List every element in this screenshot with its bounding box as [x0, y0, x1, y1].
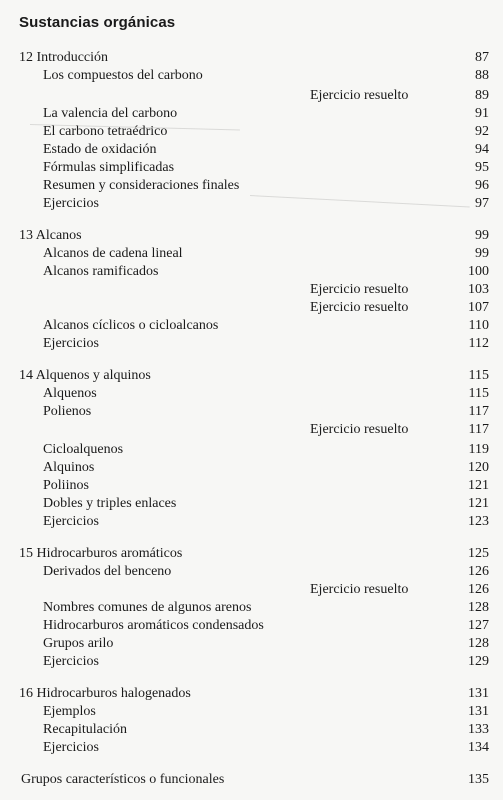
- entry-label: Alcanos cíclicos o cicloalcanos: [43, 318, 219, 333]
- entry-page-number: 119: [468, 442, 489, 457]
- entry-page-number: 87: [475, 50, 489, 65]
- entry-label: Estado de oxidación: [43, 142, 157, 157]
- entry-label: 16 Hidrocarburos halogenados: [19, 686, 191, 701]
- entry-label: Resumen y consideraciones finales: [43, 178, 240, 193]
- entry-page-number: 126: [468, 564, 489, 579]
- entry-label: Ejercicio resuelto: [310, 282, 409, 297]
- section-entry: [0, 563, 503, 580]
- section-entry: [0, 335, 503, 352]
- entry-label: Dobles y triples enlaces: [43, 496, 177, 511]
- entry-label: Ejercicios: [43, 196, 99, 211]
- entry-page-number: 133: [468, 722, 489, 737]
- entry-label: Ejercicios: [43, 336, 99, 351]
- entry-label: Poliinos: [43, 478, 89, 493]
- entry-page-number: 95: [475, 160, 489, 175]
- entry-label: Ejercicio resuelto: [310, 422, 409, 437]
- entry-page-number: 135: [468, 772, 489, 787]
- entry-label: La valencia del carbono: [43, 106, 178, 121]
- section-entry: [0, 635, 503, 652]
- section-entry: [0, 159, 503, 176]
- exercise-entry: [0, 299, 503, 316]
- entry-label: Ejemplos: [43, 704, 96, 719]
- entry-page-number: 100: [468, 264, 489, 279]
- chapter-entry: [0, 545, 503, 562]
- entry-label: 13 Alcanos: [19, 228, 82, 243]
- entry-label: 15 Hidrocarburos aromáticos: [19, 546, 183, 561]
- chapter-entry: [0, 227, 503, 244]
- chapter-entry: [0, 685, 503, 702]
- entry-label: Los compuestos del carbono: [43, 68, 203, 83]
- entry-page-number: 96: [475, 178, 489, 193]
- section-entry: [0, 177, 503, 194]
- exercise-entry: [0, 421, 503, 438]
- section-entry: [0, 477, 503, 494]
- entry-label: Ejercicio resuelto: [310, 582, 409, 597]
- section-entry: [0, 617, 503, 634]
- entry-label: Grupos arilo: [43, 636, 114, 651]
- entry-label: Alcanos ramificados: [43, 264, 159, 279]
- exercise-entry: [0, 87, 503, 104]
- entry-page-number: 120: [468, 460, 489, 475]
- section-entry: [0, 263, 503, 280]
- entry-page-number: 131: [468, 686, 489, 701]
- entry-label: Cicloalquenos: [43, 442, 124, 457]
- entry-page-number: 94: [475, 142, 489, 157]
- chapter-entry: [0, 49, 503, 66]
- entry-page-number: 115: [468, 368, 489, 383]
- appendix-entry: [0, 771, 503, 788]
- section-entry: [0, 703, 503, 720]
- entry-label: Alquinos: [43, 460, 95, 475]
- entry-page-number: 97: [475, 196, 489, 211]
- entry-page-number: 110: [468, 318, 489, 333]
- section-entry: [0, 245, 503, 262]
- section-entry: [0, 441, 503, 458]
- entry-page-number: 123: [468, 514, 489, 529]
- entry-page-number: 134: [468, 740, 489, 755]
- entry-label: 14 Alquenos y alquinos: [19, 368, 151, 383]
- entry-page-number: 129: [468, 654, 489, 669]
- entry-label: Ejercicio resuelto: [310, 88, 409, 103]
- entry-page-number: 125: [468, 546, 489, 561]
- section-entry: [0, 599, 503, 616]
- section-entry: [0, 317, 503, 334]
- entry-label: Alcanos de cadena lineal: [43, 246, 183, 261]
- entry-label: Polienos: [43, 404, 92, 419]
- entry-page-number: 127: [468, 618, 489, 633]
- entry-page-number: 99: [475, 228, 489, 243]
- section-entry: [0, 653, 503, 670]
- section-entry: [0, 739, 503, 756]
- section-entry: [0, 495, 503, 512]
- entry-label: El carbono tetraédrico: [43, 124, 168, 139]
- entry-label: Fórmulas simplificadas: [43, 160, 175, 175]
- entry-label: Ejercicios: [43, 654, 99, 669]
- entry-page-number: 131: [468, 704, 489, 719]
- entry-label: Grupos característicos o funcionales: [21, 772, 225, 787]
- entry-label: Hidrocarburos aromáticos condensados: [43, 618, 264, 633]
- exercise-entry: [0, 281, 503, 298]
- entry-page-number: 126: [468, 582, 489, 597]
- entry-page-number: 107: [468, 300, 489, 315]
- section-entry: [0, 403, 503, 420]
- entry-label: 12 Introducción: [19, 50, 109, 65]
- entry-label: Ejercicios: [43, 514, 99, 529]
- section-entry: [0, 105, 503, 122]
- entry-label: Ejercicio resuelto: [310, 300, 409, 315]
- chapter-entry: [0, 367, 503, 384]
- entry-page-number: 112: [468, 336, 489, 351]
- entry-label: Ejercicios: [43, 740, 99, 755]
- entry-page-number: 103: [468, 282, 489, 297]
- entry-page-number: 99: [475, 246, 489, 261]
- exercise-entry: [0, 581, 503, 598]
- entry-label: Alquenos: [43, 386, 97, 401]
- section-entry: [0, 385, 503, 402]
- entry-page-number: 117: [468, 404, 489, 419]
- section-entry: [0, 141, 503, 158]
- entry-page-number: 117: [468, 422, 489, 437]
- entry-label: Recapitulación: [43, 722, 127, 737]
- page-title: Sustancias orgánicas: [19, 14, 176, 31]
- entry-page-number: 128: [468, 636, 489, 651]
- entry-page-number: 121: [468, 496, 489, 511]
- section-entry: [0, 67, 503, 84]
- section-entry: [0, 459, 503, 476]
- section-entry: [0, 721, 503, 738]
- section-entry: [0, 513, 503, 530]
- entry-page-number: 121: [468, 478, 489, 493]
- entry-label: Nombres comunes de algunos arenos: [43, 600, 252, 615]
- entry-page-number: 92: [475, 124, 489, 139]
- entry-page-number: 89: [475, 88, 489, 103]
- entry-page-number: 128: [468, 600, 489, 615]
- entry-page-number: 88: [475, 68, 489, 83]
- entry-page-number: 91: [475, 106, 489, 121]
- entry-label: Derivados del benceno: [43, 564, 172, 579]
- entry-page-number: 115: [468, 386, 489, 401]
